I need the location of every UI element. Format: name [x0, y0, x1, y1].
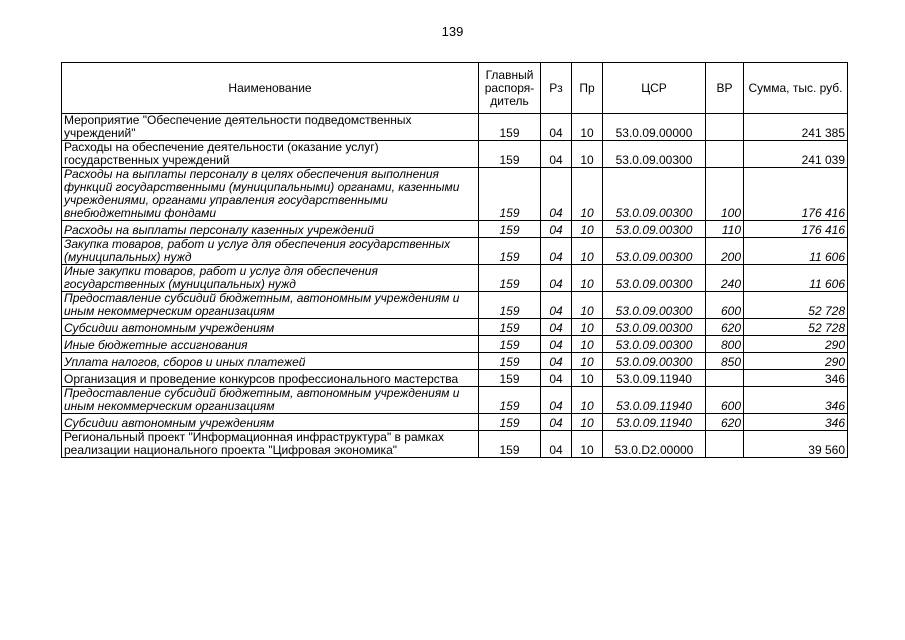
cell-name: Расходы на выплаты персоналу в целях обеспечения выполнения функций государственными (муниципальными) органами, казенными учреждениями, органами управления государственными внебюджетными фондами: [62, 168, 479, 221]
cell-csr: 53.0.09.00300: [603, 238, 706, 265]
cell-name: Предоставление субсидий бюджетным, автономным учреждениям и иным некоммерческим организациям: [62, 387, 479, 414]
cell-vr: 800: [706, 336, 744, 353]
cell-chief: 159: [479, 319, 541, 336]
cell-rz: 04: [541, 141, 572, 168]
header-rz: Рз: [541, 63, 572, 114]
cell-rz: 04: [541, 238, 572, 265]
cell-vr: 110: [706, 221, 744, 238]
cell-name: Уплата налогов, сборов и иных платежей: [62, 353, 479, 370]
table-row: [62, 336, 848, 353]
cell-vr: 600: [706, 292, 744, 319]
cell-name: Расходы на выплаты персоналу казенных учреждений: [62, 221, 479, 238]
cell-vr: [706, 370, 744, 387]
cell-vr: 200: [706, 238, 744, 265]
cell-csr: 53.0.09.11940: [603, 387, 706, 414]
cell-sum: 241 039: [744, 141, 848, 168]
cell-pr: 10: [572, 221, 603, 238]
table-row: [62, 238, 848, 265]
cell-name: Закупка товаров, работ и услуг для обеспечения государственных (муниципальных) нужд: [62, 238, 479, 265]
cell-pr: 10: [572, 238, 603, 265]
cell-csr: 53.0.09.00300: [603, 141, 706, 168]
cell-sum: 11 606: [744, 265, 848, 292]
cell-name: Региональный проект "Информационная инфраструктура" в рамках реализации национального проекта "Цифровая экономика": [62, 431, 479, 458]
table-row: [62, 370, 848, 387]
cell-rz: 04: [541, 114, 572, 141]
cell-rz: 04: [541, 265, 572, 292]
cell-pr: 10: [572, 387, 603, 414]
cell-name: Мероприятие "Обеспечение деятельности подведомственных учреждений": [62, 114, 479, 141]
cell-vr: [706, 431, 744, 458]
cell-rz: 04: [541, 221, 572, 238]
cell-pr: 10: [572, 353, 603, 370]
cell-name: Иные закупки товаров, работ и услуг для обеспечения государственных (муниципальных) нужд: [62, 265, 479, 292]
cell-chief: 159: [479, 414, 541, 431]
cell-sum: 52 728: [744, 292, 848, 319]
cell-chief: 159: [479, 265, 541, 292]
cell-name: Организация и проведение конкурсов профессионального мастерства: [62, 370, 479, 387]
cell-pr: 10: [572, 114, 603, 141]
cell-chief: 159: [479, 370, 541, 387]
cell-rz: 04: [541, 319, 572, 336]
cell-sum: 39 560: [744, 431, 848, 458]
cell-vr: 620: [706, 414, 744, 431]
cell-vr: 600: [706, 387, 744, 414]
cell-sum: 346: [744, 387, 848, 414]
cell-sum: 346: [744, 414, 848, 431]
cell-pr: 10: [572, 336, 603, 353]
cell-csr: 53.0.09.00300: [603, 336, 706, 353]
cell-sum: 290: [744, 353, 848, 370]
cell-pr: 10: [572, 319, 603, 336]
cell-rz: 04: [541, 292, 572, 319]
header-name: Наименование: [62, 63, 479, 114]
cell-sum: 176 416: [744, 168, 848, 221]
cell-pr: 10: [572, 265, 603, 292]
cell-name: Иные бюджетные ассигнования: [62, 336, 479, 353]
cell-pr: 10: [572, 141, 603, 168]
cell-rz: 04: [541, 387, 572, 414]
cell-name: Расходы на обеспечение деятельности (оказание услуг) государственных учреждений: [62, 141, 479, 168]
cell-sum: 52 728: [744, 319, 848, 336]
cell-chief: 159: [479, 431, 541, 458]
cell-sum: 11 606: [744, 238, 848, 265]
table-row: [62, 414, 848, 431]
page-number: 139: [441, 24, 464, 39]
cell-csr: 53.0.09.00300: [603, 292, 706, 319]
cell-vr: 850: [706, 353, 744, 370]
cell-csr: 53.0.D2.00000: [603, 431, 706, 458]
cell-chief: 159: [479, 336, 541, 353]
cell-rz: 04: [541, 336, 572, 353]
cell-chief: 159: [479, 114, 541, 141]
cell-rz: 04: [541, 353, 572, 370]
cell-pr: 10: [572, 431, 603, 458]
cell-name: Субсидии автономным учреждениям: [62, 414, 479, 431]
cell-csr: 53.0.09.00000: [603, 114, 706, 141]
cell-pr: 10: [572, 370, 603, 387]
header-sum: Сумма, тыс. руб.: [744, 63, 848, 114]
cell-chief: 159: [479, 168, 541, 221]
table-row: [62, 353, 848, 370]
cell-name: Предоставление субсидий бюджетным, автономным учреждениям и иным некоммерческим организациям: [62, 292, 479, 319]
cell-rz: 04: [541, 168, 572, 221]
cell-csr: 53.0.09.00300: [603, 353, 706, 370]
table-row: [62, 319, 848, 336]
cell-chief: 159: [479, 353, 541, 370]
cell-rz: 04: [541, 370, 572, 387]
cell-rz: 04: [541, 431, 572, 458]
cell-csr: 53.0.09.00300: [603, 265, 706, 292]
cell-sum: 241 385: [744, 114, 848, 141]
table-row: [62, 221, 848, 238]
cell-name: Субсидии автономным учреждениям: [62, 319, 479, 336]
header-vr: ВР: [706, 63, 744, 114]
table-row: [62, 141, 848, 168]
cell-chief: 159: [479, 221, 541, 238]
table-row: [62, 387, 848, 414]
cell-pr: 10: [572, 168, 603, 221]
cell-pr: 10: [572, 292, 603, 319]
cell-vr: 100: [706, 168, 744, 221]
cell-chief: 159: [479, 141, 541, 168]
table-row: [62, 168, 848, 221]
header-pr: Пр: [572, 63, 603, 114]
table-row: [62, 265, 848, 292]
budget-table: [61, 62, 848, 458]
cell-vr: [706, 141, 744, 168]
cell-vr: 240: [706, 265, 744, 292]
cell-pr: 10: [572, 414, 603, 431]
cell-csr: 53.0.09.11940: [603, 414, 706, 431]
header-chief: Главный распоря-дитель: [479, 63, 541, 114]
cell-sum: 290: [744, 336, 848, 353]
cell-sum: 176 416: [744, 221, 848, 238]
cell-csr: 53.0.09.00300: [603, 221, 706, 238]
cell-vr: 620: [706, 319, 744, 336]
header-csr: ЦСР: [603, 63, 706, 114]
cell-chief: 159: [479, 387, 541, 414]
cell-sum: 346: [744, 370, 848, 387]
cell-chief: 159: [479, 292, 541, 319]
cell-chief: 159: [479, 238, 541, 265]
cell-vr: [706, 114, 744, 141]
table-row: [62, 292, 848, 319]
table-row: [62, 114, 848, 141]
cell-csr: 53.0.09.00300: [603, 168, 706, 221]
cell-csr: 53.0.09.00300: [603, 319, 706, 336]
cell-csr: 53.0.09.11940: [603, 370, 706, 387]
table-header-row: [62, 63, 848, 114]
cell-rz: 04: [541, 414, 572, 431]
table-body: [62, 114, 848, 458]
table-row: [62, 431, 848, 458]
